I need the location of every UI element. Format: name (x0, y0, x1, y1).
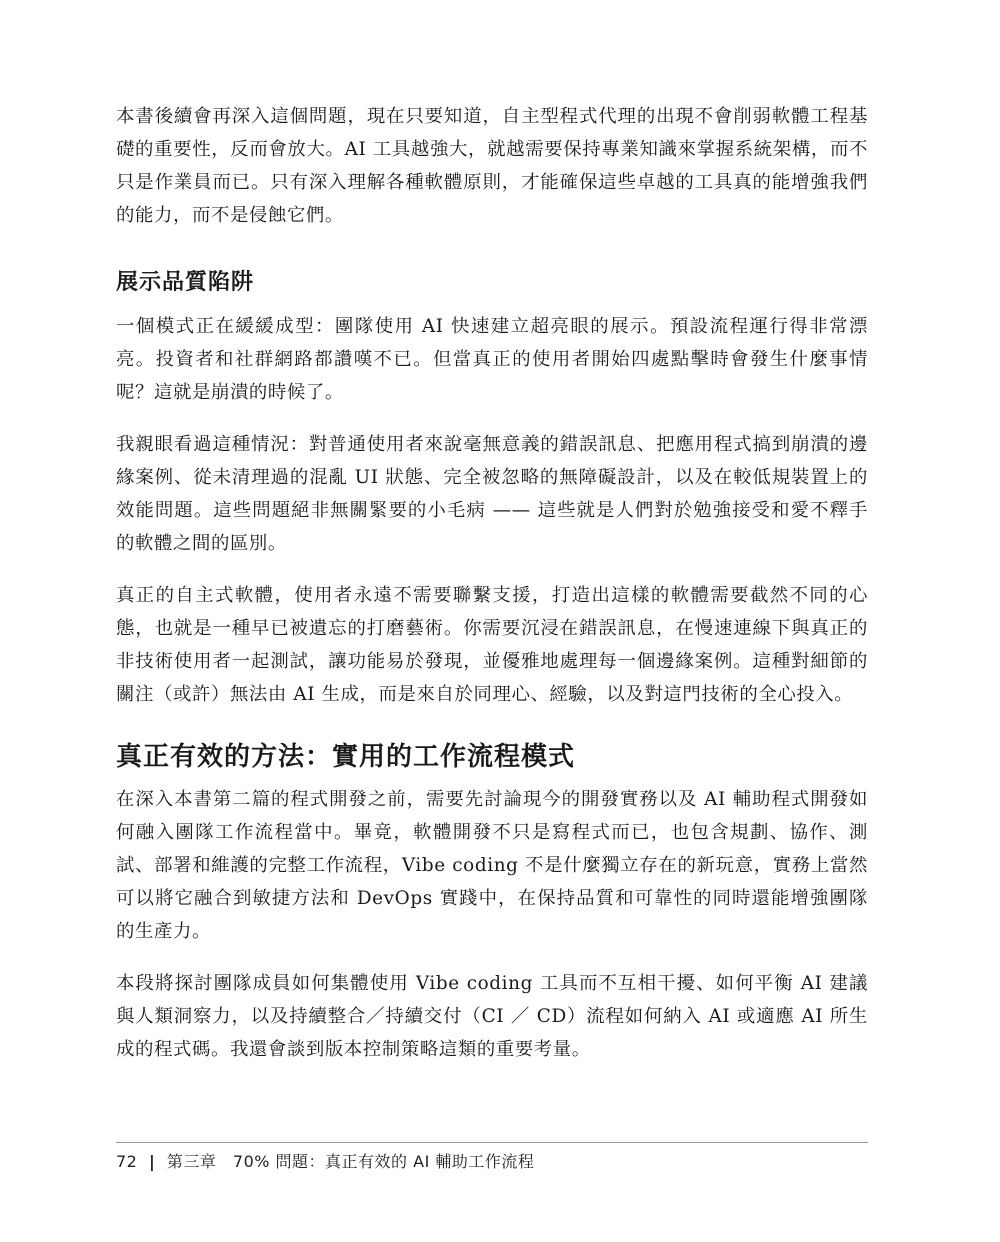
footer-separator: | (148, 1152, 156, 1171)
section1-paragraph-2: 我親眼看過這種情況：對普通使用者來說毫無意義的錯誤訊息、把應用程式搞到崩潰的邊緣案例、從未清理過的混亂 UI 狀態、完全被忽略的無障礙設計，以及在較低規裝置上的效能問題。這些問題絕非無關緊要的小毛病 —— 這些就是人們對於勉強接受和愛不釋手的軟體之間的區別。 (116, 434, 868, 554)
page-number: 72 (116, 1152, 138, 1171)
page-content (116, 100, 868, 1085)
section1-paragraph-3: 真正的自主式軟體，使用者永遠不需要聯繫支援，打造出這樣的軟體需要截然不同的心態，也就是一種早已被遺忘的打磨藝術。你需要沉浸在錯誤訊息，在慢速連線下與真正的非技術使用者一起測試，讓功能易於發現，並優雅地處理每一個邊緣案例。這種對細節的關注（或許）無法由 AI 生成，而是來自於同理心、經驗，以及對這門技術的全心投入。 (116, 585, 868, 705)
section1-paragraph-1: 一個模式正在緩緩成型：團隊使用 AI 快速建立超亮眼的展示。預設流程運行得非常漂亮。投資者和社群網路都讚嘆不已。但當真正的使用者開始四處點擊時會發生什麼事情呢？這就是崩潰的時候了。 (116, 316, 868, 403)
chapter-title: 第三章 70% 問題：真正有效的 AI 輔助工作流程 (166, 1152, 535, 1171)
section-heading-demo-quality-trap: 展示品質陷阱 (116, 270, 255, 295)
section2-paragraph-2: 本段將探討團隊成員如何集體使用 Vibe coding 工具而不互相干擾、如何平衡 AI 建議與人類洞察力，以及持續整合／持續交付（CI ／ CD）流程如何納入 AI 或適應 AI 所生成的程式碼。我還會談到版本控制策略這類的重要考量。 (116, 973, 868, 1060)
page-footer (116, 1142, 868, 1173)
section2-paragraph-1: 在深入本書第二篇的程式開發之前，需要先討論現今的開發實務以及 AI 輔助程式開發如何融入團隊工作流程當中。畢竟，軟體開發不只是寫程式而已，也包含規劃、協作、測試、部署和維護的完整工作流程，Vibe coding 不是什麼獨立存在的新玩意，實務上當然可以將它融合到敏捷方法和 DevOps 實踐中，在保持品質和可靠性的同時還能增強團隊的生產力。 (116, 789, 868, 942)
intro-paragraph: 本書後續會再深入這個問題，現在只要知道，自主型程式代理的出現不會削弱軟體工程基礎的重要性，反而會放大。AI 工具越強大，就越需要保持專業知識來掌握系統架構，而不只是作業員而已。只有深入理解各種軟體原則，才能確保這些卓越的工具真的能增強我們的能力，而不是侵蝕它們。 (116, 106, 868, 226)
section-heading-practical-workflow-patterns: 真正有效的方法：實用的工作流程模式 (116, 742, 576, 772)
